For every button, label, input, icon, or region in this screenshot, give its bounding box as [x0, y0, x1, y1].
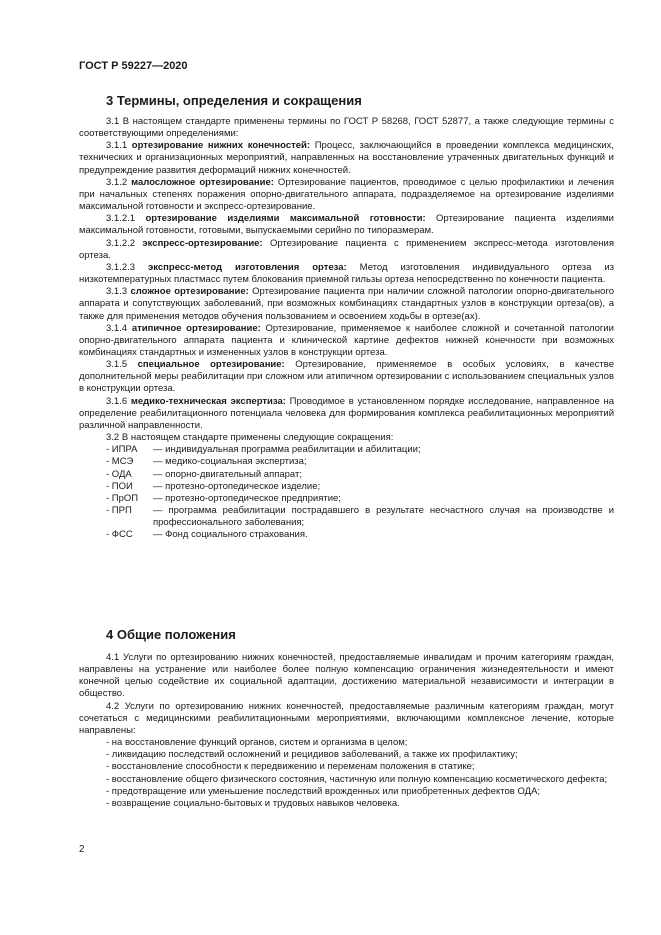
term-3-1-2: 3.1.2 малосложное ортезирование: Ортезирование пациентов, проводимое с целью профилактики и лечения при начальных степенях поражения опорно-двигательного аппарата, подразделяемое на ортезирование изделиями максимальной готовности и экспресс-ортезирование.	[79, 176, 614, 213]
abbreviation-item: - ОДА — опорно-двигательный аппарат;	[106, 468, 302, 480]
abbreviation-item: - ФСС — Фонд социального страхования.	[106, 529, 308, 541]
section-3-heading: 3 Термины, определения и сокращения	[106, 93, 362, 108]
abbreviation-item: - ПОИ — протезно-ортопедическое изделие;	[106, 480, 321, 492]
abbreviation-item: - МСЭ — медико-социальная экспертиза;	[106, 456, 307, 468]
abbreviation-item: - ПрОП — протезно-ортопедическое предприятие;	[106, 492, 341, 504]
paragraph-4-1: 4.1 Услуги по ортезированию нижних конечностей, предоставляемые инвалидам и прочим категориям граждан, направлены на устранение или наиболее более полную компенсацию ограничения жизнедеятельности и имеют конечной целью содействие их социальной адаптации, достижению материальной независимости и интеграции в общество.	[79, 652, 614, 700]
list-item: - предотвращение или уменьшение последствий врожденных или приобретенных дефектов ОДА;	[106, 785, 541, 797]
term-name: медико-техническая экспертиза:	[130, 395, 286, 407]
page-number: 2	[79, 844, 85, 855]
term-3-1-1: 3.1.1 ортезирование нижних конечностей: Процесс, заключающийся в проведении комплекса медицинских, технических и организационных мероприятий, направленных на восстановление утраченных двигательных функций и предупреждение развития деформаций нижних конечностей.	[79, 140, 614, 176]
term-name: ортезирование изделиями максимальной готовности:	[145, 213, 426, 225]
abbreviation-item: - ИПРА — индивидуальная программа реабилитации и абилитации;	[106, 444, 421, 456]
paragraph-4-2: 4.2 Услуги по ортезированию нижних конечностей, предоставляемые различным категориям граждан, могут сочетаться с медицинскими реабилитационными мероприятиями, включающими комплексное лечение, которые направлены:	[79, 700, 614, 736]
term-name: атипичное ортезирование:	[131, 322, 261, 334]
term-3-1-2-3: 3.1.2.3 экспресс-метод изготовления ортеза: Метод изготовления индивидуального ортеза из низкотемпературных пластмасс путем блокования приемной гильзы ортеза непосредственно по конечности пациента.	[79, 261, 614, 286]
term-3-1-6: 3.1.6 медико-техническая экспертиза: Проводимое в установленном порядке исследование, направленное на определение реабилитационного потенциала человека для формирования комплекса реабилитационных мероприятий различной направленности.	[79, 395, 614, 431]
abbreviation-list	[79, 444, 614, 541]
list-item: - на восстановление функций органов, систем и организма в целом;	[106, 737, 408, 749]
term-name: специальное ортезирование:	[137, 359, 285, 371]
term-3-1-4: 3.1.4 атипичное ортезирование: Ортезирование, применяемое к наиболее сложной и сочетанной патологии опорно-двигательного аппарата пациента и клинической картине дефектов нижней конечности при возможных комбинациях стандартных и измененных узлов в конструкции ортеза.	[79, 322, 614, 358]
paragraph-3-1: 3.1 В настоящем стандарте применены термины по ГОСТ Р 58268, ГОСТ 52877, а также следующие термины с соответствующими определениями:	[79, 116, 614, 140]
list-item: - ликвидацию последствий осложнений и рецидивов заболеваний, а также их профилактику;	[106, 749, 518, 761]
list-item: - возвращение социально-бытовых и трудовых навыков человека.	[106, 797, 400, 809]
section-4-heading: 4 Общие положения	[106, 627, 236, 642]
term-3-1-2-2: 3.1.2.2 экспресс-ортезирование: Ортезирование пациента с применением экспресс-метода изготовления ортеза.	[79, 237, 614, 261]
section-3-body	[79, 116, 614, 541]
term-3-1-5: 3.1.5 специальное ортезирование: Ортезирование, применяемое в особых условиях, в качестве дополнительной меры реабилитации при сложном или атипичном ортезировании с использованием специальных узлов в конструкции ортеза.	[79, 359, 614, 395]
paragraph-3-2: 3.2 В настоящем стандарте применены следующие сокращения:	[106, 432, 394, 444]
document-header: ГОСТ Р 59227—2020	[79, 60, 188, 72]
term-name: малосложное ортезирование:	[131, 176, 274, 188]
term-name: экспресс-метод изготовления ортеза:	[148, 261, 347, 273]
term-name: ортезирование нижних конечностей:	[131, 140, 311, 152]
list-item: - восстановление способности к передвижению и переменам положения в статике;	[106, 761, 475, 773]
term-3-1-3: 3.1.3 сложное ортезирование: Ортезирование пациента при наличии сложной патологии опорно-двигательного аппарата и сопутствующих заболеваний, при возможных комбинациях стандартных узлов в конструкции ортеза(ов), а также для применения методов обучения пользованием и освоением ходьбы в ортезе(ах).	[79, 286, 614, 322]
term-3-1-2-1: 3.1.2.1 ортезирование изделиями максимальной готовности: Ортезирование пациента изделиями максимальной готовности, готовыми, выпускаемыми серийно по типоразмерам.	[79, 213, 614, 237]
term-name: экспресс-ортезирование:	[142, 237, 263, 249]
abbreviation-item: - ПРП — программа реабилитации пострадавшего в результате несчастного случая на производстве и профессионального заболевания;	[106, 505, 614, 529]
term-name: сложное ортезирование:	[130, 286, 249, 298]
list-item: - восстановление общего физического состояния, частичную или полную компенсацию косметического дефекта;	[106, 773, 608, 785]
section-4-body	[79, 652, 614, 810]
